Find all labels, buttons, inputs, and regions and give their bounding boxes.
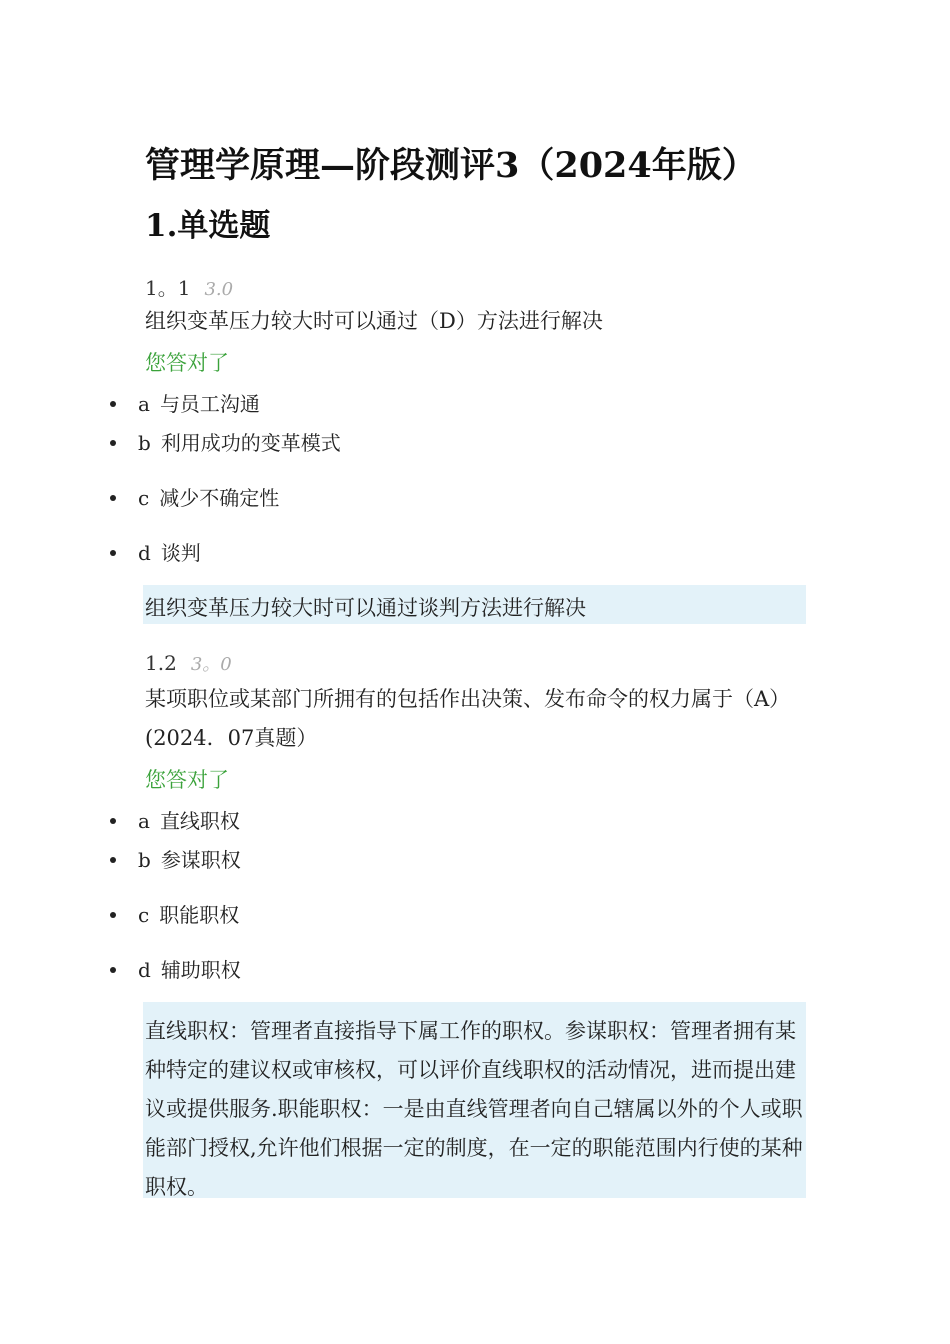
option-text: 职能职权: [159, 903, 240, 927]
question-text: 某项职位或某部门所拥有的包括作出决策、发布命令的权力属于（A）(2024．07真题）: [145, 687, 791, 750]
bullet-icon: [110, 818, 116, 824]
option-item[interactable]: [110, 954, 241, 983]
explanation-box: 组织变革压力较大时可以通过谈判方法进行解决: [143, 585, 806, 624]
option-text: 减少不确定性: [159, 486, 280, 510]
option-letter: c: [138, 903, 150, 927]
question-number: [145, 650, 232, 676]
option-text: 直线职权: [159, 809, 240, 833]
option-letter: c: [138, 486, 150, 510]
option-letter: a: [138, 392, 150, 416]
option-item[interactable]: [110, 427, 341, 456]
option-item[interactable]: [110, 482, 279, 511]
option-letter: a: [138, 809, 150, 833]
question-number: [145, 272, 233, 301]
option-text: 谈判: [160, 541, 201, 565]
option-item[interactable]: [110, 805, 240, 834]
bullet-icon: [110, 912, 116, 918]
option-text: 参谋职权: [160, 848, 241, 872]
option-item[interactable]: [110, 844, 241, 873]
option-letter: d: [138, 541, 151, 565]
option-item[interactable]: [110, 388, 260, 417]
option-text: 利用成功的变革模式: [160, 431, 341, 455]
option-item[interactable]: [110, 537, 201, 566]
option-letter: b: [138, 431, 151, 455]
bullet-icon: [110, 967, 116, 973]
option-letter: d: [138, 958, 151, 982]
option-text: 与员工沟通: [159, 392, 260, 416]
explanation-box: 直线职权：管理者直接指导下属工作的职权。参谋职权：管理者拥有某种特定的建议权或审核权，可以评价直线职权的活动情况，进而提出建议或提供服务.职能职权：一是由直线管理者向自己辖属以外的个人或职能部门授权,允许他们根据一定的制度，在一定的职能范围内行使的某种职权。: [143, 1002, 806, 1198]
answer-result: 您答对了: [145, 768, 229, 792]
option-letter: b: [138, 848, 151, 872]
option-item[interactable]: [110, 899, 239, 928]
option-text: 辅助职权: [160, 958, 241, 982]
bullet-icon: [110, 550, 116, 556]
section-heading: 1.单选题: [145, 208, 271, 244]
bullet-icon: [110, 857, 116, 863]
question-score: 3.0: [204, 279, 234, 300]
question-number-label: 1.2: [145, 651, 177, 675]
bullet-icon: [110, 440, 116, 446]
question-score: 3。0: [190, 654, 232, 675]
bullet-icon: [110, 401, 116, 407]
answer-result: 您答对了: [145, 351, 229, 375]
page-title: 管理学原理—阶段测评3（2024年版）: [145, 145, 757, 186]
question-number-label: 1。1: [145, 276, 191, 300]
question-text: 组织变革压力较大时可以通过（D）方法进行解决: [145, 309, 603, 333]
bullet-icon: [110, 495, 116, 501]
